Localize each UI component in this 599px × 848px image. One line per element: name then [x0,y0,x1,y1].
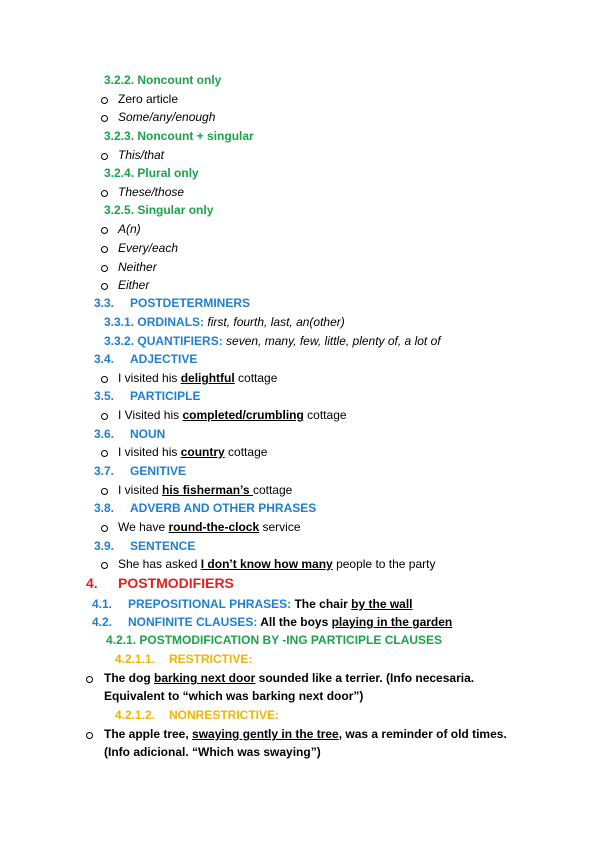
quantifiers-label: 3.3.2. QUANTIFIERS: [104,334,223,348]
bullet-icon [101,525,108,532]
prepositional-phrases-line [128,597,413,612]
underlined-text: his fisherman’s [162,483,253,497]
text: I visited his [118,371,181,385]
underlined-text: swaying gently in the tree [192,727,339,741]
list-item: A(n) [118,222,141,236]
example-sentence [104,727,507,742]
list-item: Some/any/enough [118,110,216,124]
text: She has asked [118,557,201,571]
example-sentence [118,445,267,460]
heading-3-3: POSTDETERMINERS [130,296,251,310]
underlined-text: by the wall [351,597,413,611]
heading-4-2-number: 4.2. [92,615,113,629]
heading-3-8: ADVERB AND OTHER PHRASES [130,501,317,515]
text: I visited his [118,445,181,459]
underlined-text: I don’t know how many [200,557,333,571]
list-item: These/those [118,185,185,199]
heading-3-9-number: 3.9. [94,539,115,553]
text: I Visited his [118,408,183,422]
example-sentence-continuation: Equivalent to “which was barking next door”) [104,689,364,703]
example-sentence [104,671,474,686]
text: service [259,520,301,534]
text: cottage [224,445,268,459]
bullet-icon [101,115,108,122]
example-sentence [118,371,277,386]
text: The apple tree, [104,727,193,741]
bullet-icon [101,246,108,253]
heading-3-5-number: 3.5. [94,389,115,403]
text: I visited [118,483,163,497]
heading-4-2-1: 4.2.1. POSTMODIFICATION BY -ING PARTICIPLE CLAUSES [106,633,443,647]
bullet-icon [101,153,108,160]
bullet-icon [101,265,108,272]
example-sentence [118,483,292,498]
bullet-icon [101,376,108,383]
text: All the boys [257,615,332,629]
underlined-text: round-the-clock [168,520,260,534]
list-item: Either [118,278,150,292]
example-sentence [118,408,347,423]
text: , was a reminder of old times. [338,727,507,741]
text: cottage [234,371,278,385]
list-item: Neither [118,260,157,274]
bullet-icon [101,562,108,569]
heading-3-6: NOUN [130,427,166,441]
ordinals-label: 3.3.1. ORDINALS: [104,315,205,329]
bullet-icon [101,450,108,457]
nonfinite-clauses-line [128,615,452,630]
bullet-icon [101,190,108,197]
quantifiers-line [104,334,441,349]
text: sounded like a terrier. (Info necesaria. [255,671,475,685]
text: cottage [252,483,293,497]
heading-4-2: NONFINITE CLAUSES: [128,615,258,629]
bullet-icon [101,97,108,104]
heading-4-number: 4. [86,575,98,591]
heading-4-1: PREPOSITIONAL PHRASES: [128,597,292,611]
list-item: Every/each [118,241,179,255]
heading-3-3-number: 3.3. [94,296,115,310]
heading-4-2-1-2: NONRESTRICTIVE: [169,708,280,722]
text: people to the party [332,557,436,571]
example-sentence-continuation: (Info adicional. “Which was swaying”) [104,745,321,759]
list-item: Zero article [118,92,179,106]
heading-3-5: PARTICIPLE [130,389,201,403]
heading-3-7: GENITIVE [130,464,187,478]
bullet-icon [101,488,108,495]
bullet-icon [101,413,108,420]
heading-4-2-1-1: RESTRICTIVE: [169,652,253,666]
ordinals-line [104,315,345,330]
bullet-icon [101,227,108,234]
bullet-icon [86,676,93,683]
list-item: This/that [118,148,165,162]
bullet-icon [101,283,108,290]
heading-3-2-2: 3.2.2. Noncount only [104,73,222,87]
example-sentence [118,557,435,572]
heading-3-2-3: 3.2.3. Noncount + singular [104,129,254,143]
text: The dog [104,671,154,685]
heading-3-6-number: 3.6. [94,427,115,441]
underlined-text: barking next door [154,671,256,685]
heading-4-2-1-2-number: 4.2.1.2. [115,708,156,722]
heading-3-4-number: 3.4. [94,352,115,366]
heading-4-1-number: 4.1. [92,597,113,611]
heading-3-4: ADJECTIVE [130,352,198,366]
heading-3-2-5: 3.2.5. Singular only [104,203,214,217]
underlined-text: playing in the garden [331,615,453,629]
heading-4-2-1-1-number: 4.2.1.1. [115,652,156,666]
heading-3-7-number: 3.7. [94,464,115,478]
underlined-text: delightful [180,371,235,385]
example-sentence [118,520,301,535]
heading-4: POSTMODIFIERS [118,575,234,591]
quantifiers-text: seven, many, few, little, plenty of, a lot of [226,334,441,348]
text: cottage [303,408,347,422]
text: We have [118,520,169,534]
bullet-icon [86,732,93,739]
heading-3-8-number: 3.8. [94,501,115,515]
heading-3-2-4: 3.2.4. Plural only [104,166,199,180]
ordinals-text: first, fourth, last, an(other) [207,315,345,329]
text: The chair [291,597,352,611]
underlined-text: country [180,445,225,459]
underlined-text: completed/crumbling [182,408,304,422]
heading-3-9: SENTENCE [130,539,196,553]
